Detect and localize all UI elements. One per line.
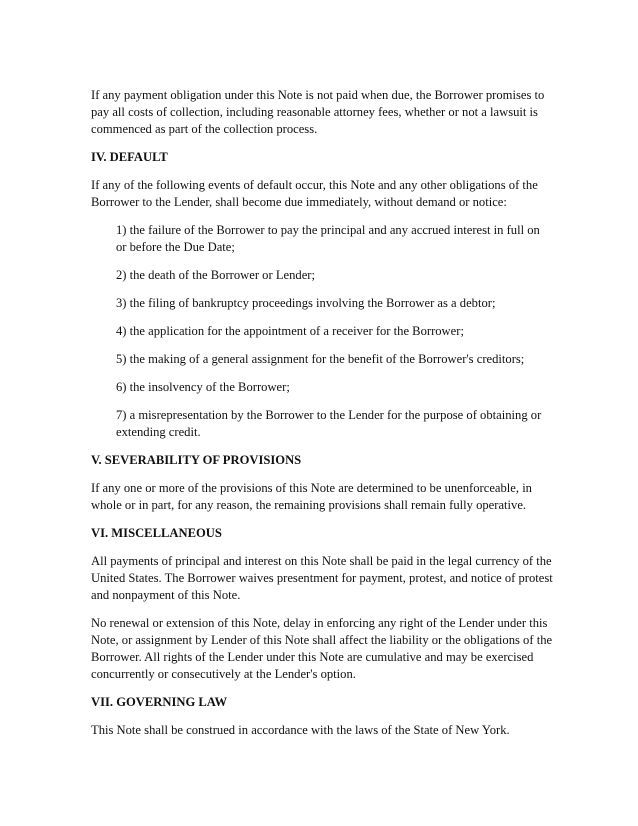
miscellaneous-paragraph-payments: All payments of principal and interest on this Note shall be paid in the legal currency of the United States. The Borrower waives presentment for payment, protest, and notice of protest and nonpayment of this Note. [91, 554, 553, 602]
default-paragraph: If any of the following events of default occur, this Note and any other obligations of the Borrower to the Lender, shall become due immediately, without demand or notice: [91, 178, 538, 209]
severability-heading: V. SEVERABILITY OF PROVISIONS [91, 453, 302, 467]
governing-law-paragraph: This Note shall be construed in accordance with the laws of the State of New York. [91, 723, 510, 737]
default-event-item: 5) the making of a general assignment for the benefit of the Borrower's creditors; [116, 352, 525, 366]
default-event-item: 2) the death of the Borrower or Lender; [116, 268, 315, 282]
default-heading: IV. DEFAULT [91, 150, 168, 164]
default-event-item: 7) a misrepresentation by the Borrower to the Lender for the purpose of obtaining or extending credit. [116, 408, 542, 439]
document-page [91, 87, 553, 750]
default-event-item: 1) the failure of the Borrower to pay the principal and any accrued interest in full on or before the Due Date; [116, 223, 540, 254]
collection-costs-paragraph: If any payment obligation under this Note is not paid when due, the Borrower promises to pay all costs of collection, including reasonable attorney fees, whether or not a lawsuit is commenced as part of the collection process. [91, 88, 545, 136]
default-event-item: 6) the insolvency of the Borrower; [116, 380, 290, 394]
governing-law-heading: VII. GOVERNING LAW [91, 695, 228, 709]
default-event-item: 3) the filing of bankruptcy proceedings involving the Borrower as a debtor; [116, 296, 496, 310]
miscellaneous-paragraph-renewal: No renewal or extension of this Note, delay in enforcing any right of the Lender under this Note, or assignment by Lender of this Note shall affect the liability or the obligations of the Borrower. All rights of the Lender under this Note are cumulative and may be exercised concurrently or consecutively at the Lender's option. [91, 616, 553, 681]
miscellaneous-heading: VI. MISCELLANEOUS [91, 526, 222, 540]
default-events-list [91, 222, 553, 441]
default-event-item: 4) the application for the appointment of a receiver for the Borrower; [116, 324, 464, 338]
severability-paragraph: If any one or more of the provisions of this Note are determined to be unenforceable, in whole or in part, for any reason, the remaining provisions shall remain fully operative. [91, 481, 532, 512]
